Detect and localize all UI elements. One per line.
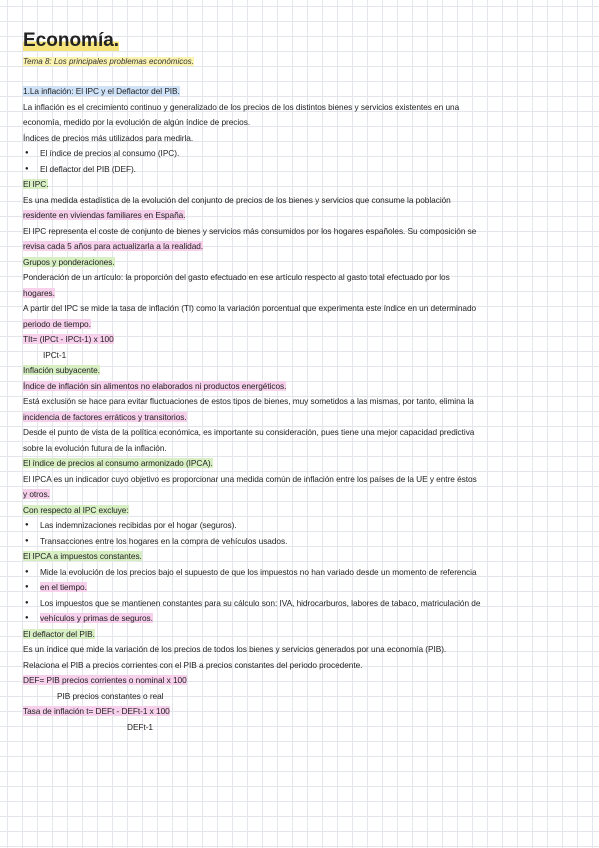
- paragraph: economía, medido por la evolución de algún índice de precios.: [23, 117, 251, 127]
- bullet-item: ● Transacciones entre los hogares en la compra de vehículos usados.: [23, 534, 578, 550]
- paragraph: Es una medida estadística de la evolución del conjunto de precios de los bienes y servicios que consume la población: [23, 194, 451, 205]
- bullet-item: ● El índice de precios al consumo (IPC).: [23, 146, 578, 162]
- bullet-item: ● El deflactor del PIB (DEF).: [23, 162, 578, 178]
- subheading: El IPC.: [23, 179, 49, 189]
- formula-deflactor: DEF= PIB precios corrientes o nominal x 100: [23, 675, 187, 685]
- bullet-item: ● Mide la evolución de los precios bajo el supuesto de que los impuestos no han variado desde un momento de referencia: [23, 565, 578, 581]
- formula-tasa-inflacion-deflactor: Tasa de inflación t= DEFt - DEFt-1 x 100: [23, 706, 170, 716]
- paragraph: Relaciona el PIB a precios corrientes con el PIB a precios constantes del periodo procedente.: [23, 659, 363, 670]
- paragraph: sobre la evolución futura de la inflación.: [23, 442, 167, 453]
- subtitle: Tema 8: Los principales problemas económicos.: [23, 57, 194, 66]
- formula-denominator: PIB precios constantes o real: [57, 690, 164, 701]
- subheading: Con respecto al IPC excluye:: [23, 504, 129, 515]
- subheading: Grupos y ponderaciones.: [23, 256, 115, 267]
- paragraph: La inflación es el crecimiento continuo y generalizado de los precios de los distintos bienes y servicios existentes en una: [23, 101, 460, 112]
- bullet-item: ● Las indemnizaciones recibidas por el hogar (seguros).: [23, 518, 578, 534]
- formula-denominator: DEFt-1: [127, 721, 153, 732]
- paragraph: Índices de precios más utilizados para medirla.: [23, 132, 194, 143]
- paragraph: incidencia de factores erráticos y transitorios.: [23, 411, 187, 422]
- paragraph: Es un índice que mide la variación de los precios de todos los bienes y servicios generados por una economía (PIB).: [23, 644, 447, 654]
- paragraph: hogares.: [23, 287, 55, 298]
- paragraph: revisa cada 5 años para actualizarla a la realidad.: [23, 241, 204, 251]
- paragraph: y otros.: [23, 489, 50, 499]
- subheading: Inflación subyacente.: [23, 365, 100, 375]
- page-title: Economía.: [23, 30, 120, 51]
- section-heading: 1.La inflación: El IPC y el Deflactor del PIB.: [23, 86, 180, 96]
- notes-page: [23, 30, 578, 735]
- subheading: El deflactor del PIB.: [23, 628, 95, 639]
- formula-denominator: IPCt-1: [43, 349, 67, 360]
- paragraph: Desde el punto de vista de la política económica, es importante su consideración, pues tiene una mejor capacidad predictiva: [23, 427, 475, 437]
- paragraph: A partir del IPC se mide la tasa de inflación (TI) como la variación porcentual que experimenta este índice en un determinado: [23, 303, 477, 313]
- paragraph: El IPCA es un indicador cuyo objetivo es proporcionar una medida común de inflación entre los países de la UE y entre éstos: [23, 473, 477, 484]
- paragraph: Está exclusión se hace para evitar fluctuaciones de estos tipos de bienes, muy sometidos a las mismas, por tanto, elimina la: [23, 396, 474, 406]
- notes-body: [23, 84, 578, 735]
- bullet-item-continued: ● vehículos y primas de seguros.: [23, 611, 578, 627]
- paragraph: Índice de inflación sin alimentos no elaborados ni productos energéticos.: [23, 380, 287, 391]
- paragraph: El IPC representa el coste de conjunto de bienes y servicios más consumidos por los hogares españoles. Su composición se: [23, 225, 477, 236]
- bullet-item-continued: ● en el tiempo.: [23, 580, 578, 596]
- paragraph: residente en viviendas familiares en España.: [23, 210, 186, 220]
- bullet-item: ● Los impuestos que se mantienen constantes para su cálculo son: IVA, hidrocarburos, labores de tabaco, matriculación de: [23, 596, 578, 612]
- formula-tasa-inflacion: TIt= (IPCt - IPCt-1) x 100: [23, 334, 114, 344]
- paragraph: periodo de tiempo.: [23, 318, 91, 329]
- subheading: El índice de precios al consumo armonizado (IPCA).: [23, 458, 213, 468]
- subheading: El IPCA a impuestos constantes.: [23, 551, 142, 561]
- paragraph: Ponderación de un artículo: la proporción del gasto efectuado en ese artículo respecto al gasto total efectuado por los: [23, 272, 450, 282]
